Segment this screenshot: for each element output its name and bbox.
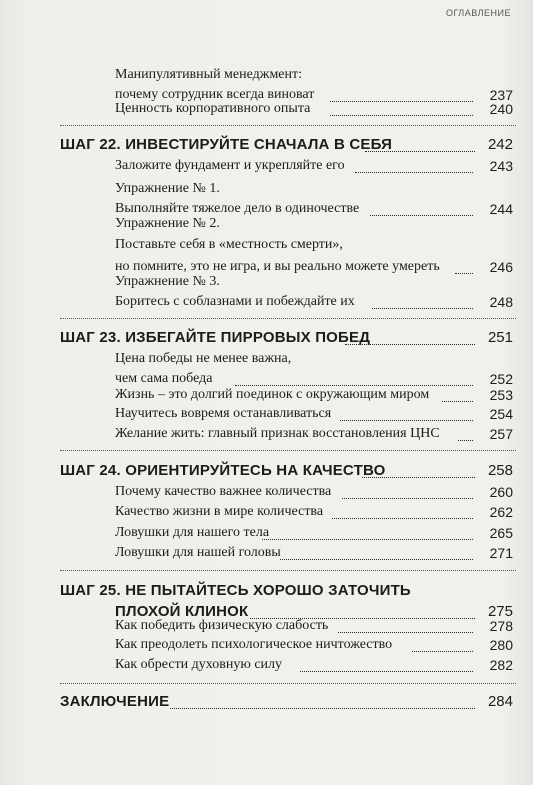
toc-entry-title: Упражнение № 2.	[115, 216, 220, 231]
toc-entry	[0, 544, 533, 564]
toc-step-title: ШАГ 24. ОРИЕНТИРУЙТЕСЬ НА КАЧЕСТВО	[60, 462, 386, 479]
page-number: 237	[489, 87, 513, 103]
page-number: 262	[489, 504, 513, 520]
toc-step-title: ШАГ 22. ИНВЕСТИРУЙТЕ СНАЧАЛА В СЕБЯ	[60, 136, 393, 153]
toc-entry	[0, 524, 533, 544]
toc-entry	[0, 636, 533, 656]
page-number: 271	[489, 545, 513, 561]
toc-step-title: ШАГ 23. ИЗБЕГАЙТЕ ПИРРОВЫХ ПОБЕД	[60, 329, 371, 346]
dot-leader	[280, 559, 473, 560]
toc-entry	[0, 157, 533, 177]
page-number: 280	[489, 637, 513, 653]
page-number: 246	[489, 259, 513, 275]
page-number: 252	[489, 371, 513, 387]
toc-entry	[0, 503, 533, 523]
toc-entry-title: Манипулятивный менеджмент:	[115, 67, 303, 82]
toc-entry-title: Почему качество важнее количества	[115, 484, 332, 499]
toc-entry	[0, 100, 533, 120]
section-divider	[60, 570, 516, 571]
toc-step-entry	[0, 329, 533, 349]
dot-leader	[458, 440, 473, 441]
section-divider	[60, 318, 516, 319]
toc-entry-title: почему сотрудник всегда виноват	[115, 87, 315, 102]
page-number: 242	[487, 136, 513, 153]
dot-leader	[340, 420, 473, 421]
section-divider	[60, 450, 516, 451]
page-number: 282	[489, 657, 513, 673]
toc-entry-title: Поставьте себя в «местность смерти»,	[115, 237, 343, 252]
toc-entry-title: чем сама победа	[115, 371, 213, 386]
toc-step-title: ШАГ 25. НЕ ПЫТАЙТЕСЬ ХОРОШО ЗАТОЧИТЬ	[60, 582, 411, 599]
dot-leader	[372, 308, 473, 309]
toc-entry-title: Заложите фундамент и укрепляйте его	[115, 158, 345, 173]
dot-leader	[442, 401, 473, 402]
page-number: 254	[489, 406, 513, 422]
dot-leader	[355, 172, 473, 173]
toc-step-title: ЗАКЛЮЧЕНИЕ	[60, 693, 170, 710]
toc-entry-title: Упражнение № 3.	[115, 274, 220, 289]
toc-entry-title: Желание жить: главный признак восстановления ЦНС	[115, 426, 440, 441]
page-number: 257	[489, 426, 513, 442]
page-number: 244	[489, 201, 513, 217]
toc-entry-title: Ловушки для нашего тела	[115, 525, 270, 540]
toc-entry	[0, 215, 533, 275]
toc-entry-title: Выполняйте тяжелое дело в одиночестве	[115, 201, 360, 216]
toc-entry-title: Научитесь вовремя останавливаться	[115, 406, 332, 421]
page-number: 275	[487, 603, 513, 620]
page-number: 278	[489, 618, 513, 634]
running-header: ОГЛАВЛЕНИЕ	[445, 8, 511, 18]
section-divider	[60, 125, 516, 126]
page-number: 248	[489, 294, 513, 310]
dot-leader	[170, 708, 475, 709]
toc-entry-title: Боритесь с соблазнами и побеждайте их	[115, 294, 355, 309]
dot-leader	[412, 651, 473, 652]
page-number: 251	[487, 329, 513, 346]
page-number: 260	[489, 484, 513, 500]
toc-entry-title: Цена победы не менее важна,	[115, 351, 292, 366]
page-number: 253	[489, 387, 513, 403]
toc-step-entry	[0, 462, 533, 482]
toc-step-entry	[0, 693, 533, 713]
dot-leader	[342, 498, 473, 499]
toc-entry	[0, 350, 533, 390]
toc-entry	[0, 180, 533, 220]
toc-entry-title: Ловушки для нашей головы	[115, 545, 281, 560]
toc-entry	[0, 273, 533, 313]
toc-entry-title: Упражнение № 1.	[115, 181, 220, 196]
dot-leader	[300, 671, 473, 672]
toc-entry	[0, 617, 533, 637]
toc-entry-title: Ценность корпоративного опыта	[115, 101, 311, 116]
toc-entry-title: но помните, это не игра, и вы реально можете умереть	[115, 259, 440, 274]
toc-step-entry	[0, 136, 533, 156]
dot-leader	[262, 539, 473, 540]
toc-entry-title: Качество жизни в мире количества	[115, 504, 324, 519]
toc-entry	[0, 483, 533, 503]
section-divider	[60, 683, 516, 684]
toc-entry-title: Как преодолеть психологическое ничтожество	[115, 637, 393, 652]
page-number: 258	[487, 462, 513, 479]
toc-entry	[0, 425, 533, 445]
toc-step-title: ПЛОХОЙ КЛИНОК	[115, 603, 249, 620]
toc-entry-title: Жизнь – это долгий поединок с окружающим миром	[115, 387, 430, 402]
dot-leader	[330, 115, 473, 116]
toc-entry-title: Как обрести духовную силу	[115, 657, 283, 672]
dot-leader	[362, 477, 475, 478]
page-number: 240	[489, 101, 513, 117]
toc-entry	[0, 386, 533, 406]
dot-leader	[345, 344, 475, 345]
toc-entry	[0, 656, 533, 676]
page-number: 265	[489, 525, 513, 541]
page-number: 284	[487, 693, 513, 710]
dot-leader	[332, 518, 473, 519]
dot-leader	[365, 151, 475, 152]
toc-entry	[0, 405, 533, 425]
dot-leader	[338, 632, 473, 633]
page-number: 243	[489, 158, 513, 174]
toc-entry-title: Как победить физическую слабость	[115, 618, 329, 633]
